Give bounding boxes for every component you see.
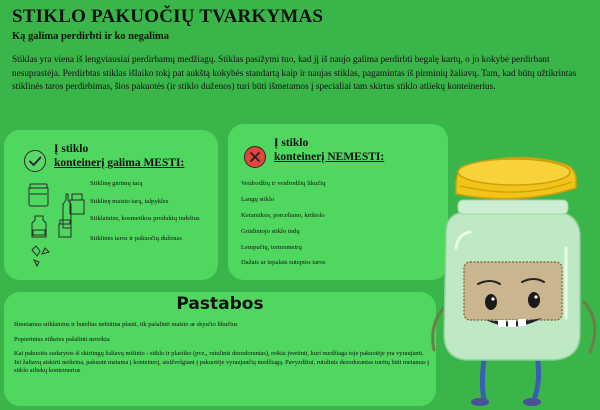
- page-subtitle: Ką galima perdirbti ir ko negalima: [12, 31, 170, 42]
- allowed-card: [4, 130, 218, 280]
- forbidden-heading-line1: Į stiklo: [274, 137, 309, 149]
- allowed-heading: [54, 142, 184, 170]
- list-item: Stiklainius, kosmetikos produktų indelius: [90, 215, 200, 222]
- list-item: Langų stiklo: [241, 195, 275, 203]
- check-icon: [24, 150, 46, 172]
- list-item: Stiklinės taros ir pakuočių duženas: [90, 234, 182, 242]
- list-item: Veidrodžių ir veidrodžių likučių: [241, 180, 326, 187]
- list-item: Lempučių, termometrų: [241, 243, 302, 251]
- intro-paragraph: Stiklas yra viena iš lengviausiai perdirbamų medžiagų. Stiklas pasižymi tuo, kad jį iš naujo galima perdirbti begalę kartų, o jo kokybė perdirbant nesuprastėja. Perdirbtas stiklas išlaiko tokį pat aukštą kokybės standartą kaip ir naujas stiklas, pagamintas iš pirminių žaliavų. Tam, kad būtų užtikrintas stiklinės taros perdirbimas, šios pakuotės (ir stiklo duženos) turi būti išmetamos į specialiai tam skirtus stiklo atliekų konteinerius.: [12, 55, 577, 93]
- page-title: STIKLO PAKUOČIŲ TVARKYMAS: [12, 6, 324, 27]
- allowed-heading-line2: konteinerį galima MESTI:: [54, 157, 185, 169]
- list-item: Dažais ar tepalais suteptos taros: [241, 259, 326, 267]
- allowed-heading-line1: Į stiklo: [54, 143, 89, 155]
- cross-icon: [244, 146, 266, 168]
- forbidden-card: [228, 124, 448, 280]
- list-item: Stiklinę maisto tarą, talpykles: [90, 197, 169, 205]
- list-item: Grūdintojo stiklo indų: [241, 227, 300, 235]
- notes-card: [4, 292, 436, 406]
- forbidden-heading-line2: konteinerį NEMESTI:: [274, 151, 385, 163]
- notes-paragraph: Išmetamus stiklainius ir butelius nebūtina plauti, tik pašalinti maisto ar skysčio likučius: [14, 321, 238, 328]
- allowed-list: [90, 180, 210, 252]
- glass-containers-icon: [26, 180, 86, 270]
- forbidden-list: [241, 180, 441, 275]
- notes-title: Pastabos: [176, 294, 264, 314]
- list-item: Stiklinę gėrimų tarą: [90, 180, 143, 187]
- list-item: Keramikos, porceliano, krištolo: [241, 211, 325, 219]
- notes-paragraph: Kai pakuotės sudarytos iš skirtingų žaliavų mišinio - stiklo ir plastiko (pvz., rutulinis dezodorantas), reikia įvertinti, kuri medžiaga toje pakuotėje yra vyraujanti. Jei žaliavų atskirti neišeina, pakuotė metama į konteinerį, atsižvelgiant į pakuotėje vyraujančią medžiagą. Pavyzdžiui, rutulinis dezodorantas turėtų būti metamas į stiklo atliekų konteinerius: [14, 350, 430, 375]
- notes-paragraph: Popierinius etiketes pašalinti nereikia: [14, 336, 110, 343]
- forbidden-heading: [274, 136, 384, 164]
- jar-mascot-illustration: [416, 152, 600, 410]
